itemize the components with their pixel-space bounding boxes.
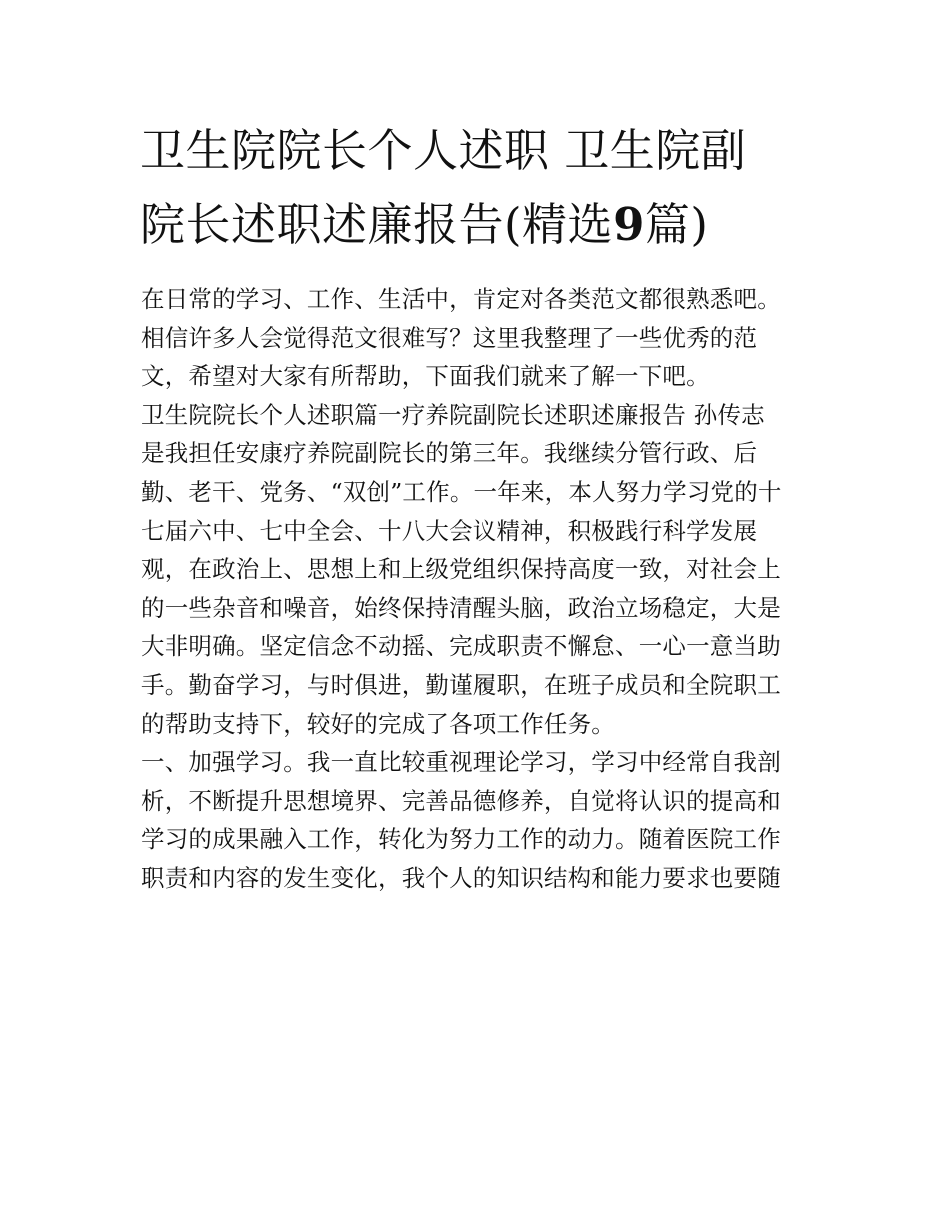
- title-line-1: 卫生院院长个人述职 卫生院副: [140, 124, 747, 177]
- document-title: [140, 114, 830, 262]
- body-line: 文，希望对大家有所帮助，下面我们就来了解一下吧。: [141, 362, 710, 391]
- document-body: [141, 280, 821, 898]
- body-line: 七届六中、七中全会、十八大会议精神，积极践行科学发展: [141, 516, 758, 545]
- title-line-2-suffix: 篇): [644, 198, 709, 251]
- body-line: 学习的成果融入工作，转化为努力工作的动力。随着医院工作: [141, 825, 781, 854]
- body-line: 的帮助支持下，较好的完成了各项工作任务。: [141, 709, 615, 738]
- body-line: 的一些杂音和噪音，始终保持清醒头脑，政治立场稳定，大是: [141, 593, 781, 622]
- title-line-2-prefix: 院长述职述廉报告(精选: [140, 198, 614, 251]
- body-line: 大非明确。坚定信念不动摇、完成职责不懈怠、一心一意当助: [141, 632, 781, 661]
- body-line: 勤、老干、党务、“双创”工作。一年来，本人努力学习党的十: [141, 477, 782, 506]
- body-line: 在日常的学习、工作、生活中，肯定对各类范文都很熟悉吧。: [141, 285, 781, 313]
- body-line: 一、加强学习。我一直比较重视理论学习，学习中经常自我剖: [141, 748, 781, 777]
- body-line: 相信许多人会觉得范文很难写？这里我整理了一些优秀的范: [141, 323, 758, 352]
- body-line: 观，在政治上、思想上和上级党组织保持高度一致，对社会上: [141, 555, 781, 584]
- title-number: 9: [613, 198, 645, 251]
- body-line: 析，不断提升思想境界、完善品德修养，自觉将认识的提高和: [141, 786, 781, 815]
- body-line: 卫生院院长个人述职篇一疗养院副院长述职述廉报告 孙传志: [141, 400, 765, 429]
- body-line: 手。勤奋学习，与时俱进，勤谨履职，在班子成员和全院职工: [141, 670, 781, 699]
- body-line: 职责和内容的发生变化，我个人的知识结构和能力要求也要随: [141, 863, 781, 892]
- body-line: 是我担任安康疗养院副院长的第三年。我继续分管行政、后: [141, 439, 758, 468]
- title-line-2: [140, 198, 708, 251]
